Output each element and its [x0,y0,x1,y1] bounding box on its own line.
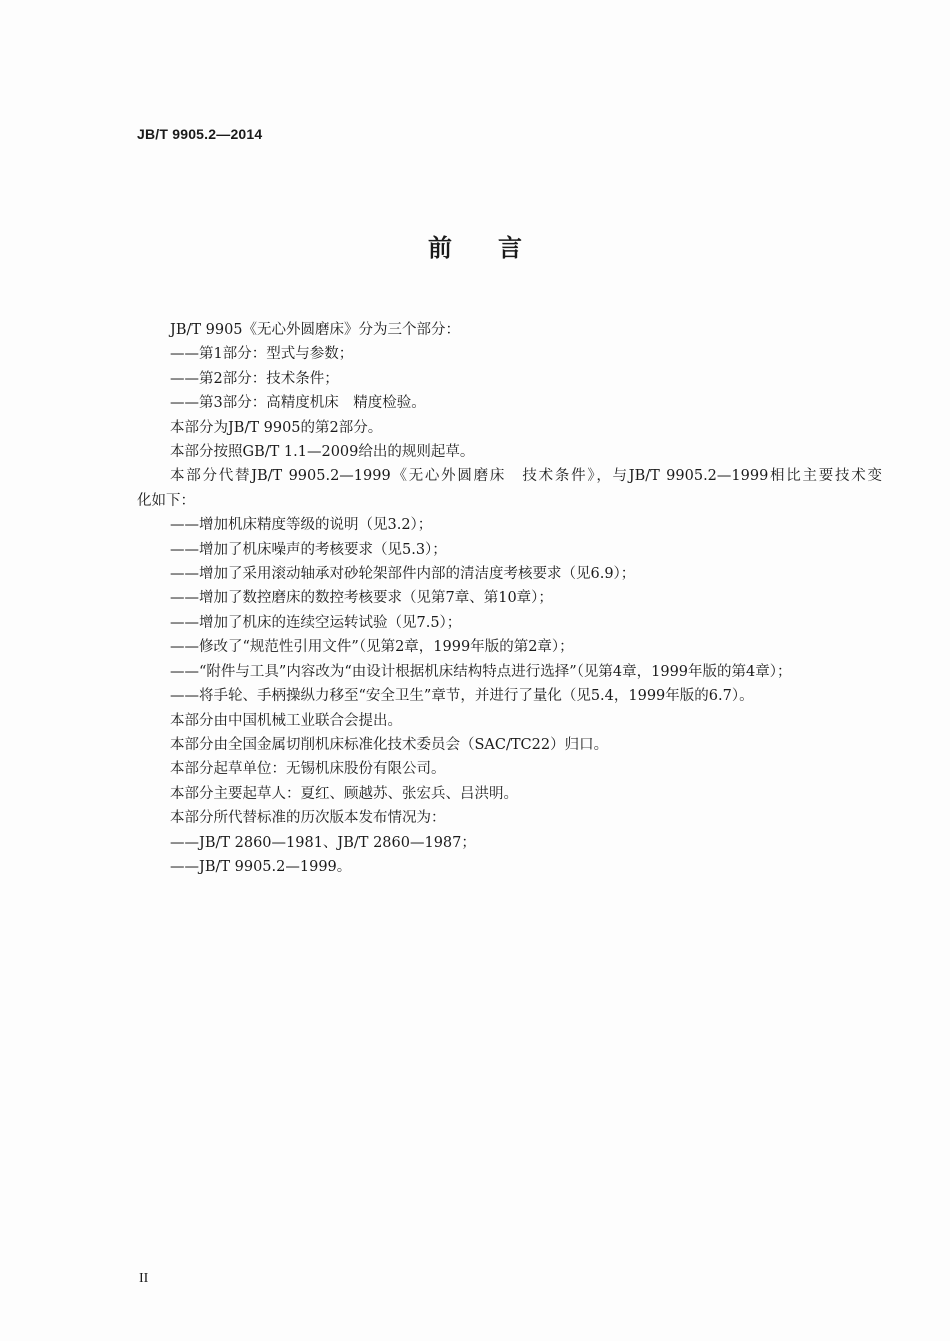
list-item-part-2: ——第2部分：技术条件； [170,370,339,387]
page-number: II [139,1271,149,1286]
list-item-part-1: ——第1部分：型式与参数； [170,346,354,363]
page-title: 前言 [428,234,568,262]
list-item-change-1: ——增加机床精度等级的说明（见3.2）； [170,517,433,534]
paragraph-history: 本部分所代替标准的历次版本发布情况为： [170,810,446,827]
paragraph-proposed-by: 本部分由中国机械工业联合会提出。 [170,712,402,729]
paragraph-administered-by: 本部分由全国金属切削机床标准化技术委员会（SAC/TC22）归口。 [170,736,609,753]
foreword-body [137,318,882,879]
list-item-change-4: ——增加了数控磨床的数控考核要求（见第7章、第10章）； [170,590,553,607]
list-item-change-7: ——“附件与工具”内容改为“由设计根据机床结构特点进行选择”（见第4章，1999年版的第4章）； [170,663,792,680]
list-item-history-1: ——JB/T 2860—1981、JB/T 2860—1987； [170,834,476,851]
list-item-change-8: ——将手轮、手柄操纵力移至“安全卫生”章节，并进行了量化（见5.4，1999年版的6.7）。 [170,688,754,705]
paragraph-replacement-continued: 化如下： [137,492,195,509]
list-item-change-5: ——增加了机床的连续空运转试验（见7.5）； [170,614,462,631]
paragraph-replacement: 本部分代替JB/T 9905.2—1999《无心外圆磨床 技术条件》，与JB/T 9905.2—1999相比主要技术变 [170,468,882,485]
list-item-part-3: ——第3部分：高精度机床 精度检验。 [170,395,426,412]
paragraph-drafters: 本部分主要起草人：夏红、顾越苏、张宏兵、吕洪明。 [170,785,518,802]
list-item-history-2: ——JB/T 9905.2—1999。 [170,858,352,875]
paragraph-part-statement: 本部分为JB/T 9905的第2部分。 [170,419,383,436]
document-id: JB/T 9905.2—2014 [137,126,263,142]
paragraph-parts-intro: JB/T 9905《无心外圆磨床》分为三个部分： [170,322,461,338]
list-item-change-6: ——修改了“规范性引用文件”（见第2章，1999年版的第2章）； [170,639,574,656]
paragraph-drafting-unit: 本部分起草单位：无锡机床股份有限公司。 [170,761,446,778]
list-item-change-3: ——增加了采用滚动轴承对砂轮架部件内部的清洁度考核要求（见6.9）； [170,566,636,583]
list-item-change-2: ——增加了机床噪声的考核要求（见5.3）； [170,541,447,558]
paragraph-drafting-rules: 本部分按照GB/T 1.1—2009给出的规则起草。 [170,444,475,461]
